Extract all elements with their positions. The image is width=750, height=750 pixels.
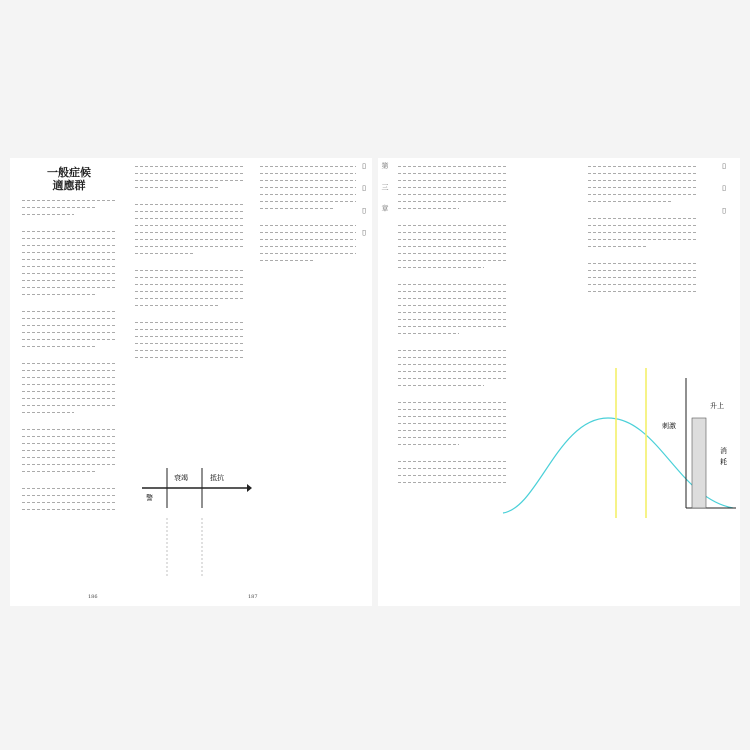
figure-bar [692,418,706,508]
figure-label-consume-1: 消 [720,447,727,455]
chapter-title: 一般症候 適應群 [47,166,91,192]
right-figure [498,358,738,528]
left-column-3 [260,166,356,267]
right-page-side-marks [380,162,390,217]
left-page-side-marks: ▯ ▯ ▯ ▯ [360,162,368,243]
right-page-spread [378,158,740,606]
figure-label-consume-2: 耗 [720,458,727,466]
axis-arrow [247,484,252,492]
side-mark-1: 第 [381,162,389,175]
left-page-spread [10,158,372,606]
right-page-edge-marks: ▯ ▯ ▯ [720,162,728,221]
right-column-2 [588,166,696,298]
figure-label-3: 抵抗 [210,474,224,482]
left-column-2 [135,166,243,364]
figure-label-2: 衰竭 [174,474,188,482]
figure-label-stimulus: 刺激 [662,422,676,430]
side-mark-2: 三 [381,183,389,197]
right-column-1 [398,166,508,489]
side-mark-3: 章 [381,204,389,218]
figure-label-1: 警 [146,494,153,502]
figure-label-rise: 升上 [710,402,724,410]
page-number-left: 186 [88,594,98,600]
left-column-1 [22,166,116,516]
left-figure [132,448,252,588]
page-number-right: 187 [248,594,258,600]
